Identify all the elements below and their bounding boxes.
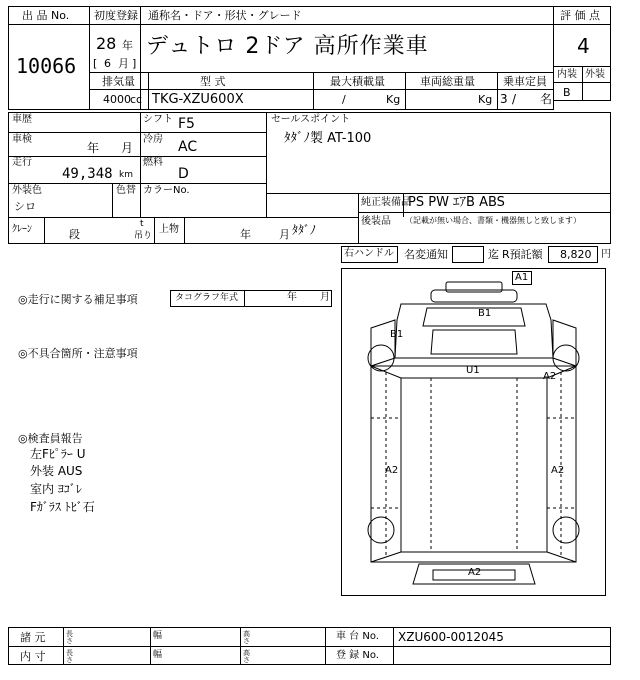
mark-b1-roof: B1: [478, 308, 492, 319]
gross-weight-label: 車両総重量: [420, 75, 475, 88]
mark-u1: U1: [466, 365, 480, 376]
history-label: 車歴: [12, 114, 32, 125]
score-label: 評 価 点: [560, 9, 600, 22]
driving-notes-label: ◎走行に関する補足事項: [18, 293, 138, 306]
chassis-label: 車 台 No.: [336, 631, 379, 642]
footer-height-label-1: 高さ: [243, 630, 250, 645]
gross-weight-unit: Kg: [478, 93, 493, 106]
mark-b1-side: B1: [390, 329, 404, 340]
max-load-sep: /: [342, 93, 346, 106]
sales-point-label: セールスポイント: [271, 114, 351, 125]
fuel-value: D: [178, 166, 189, 182]
registration-label: 登 録 No.: [336, 650, 379, 661]
sales-point-value: ﾀﾀﾞﾉ製 AT-100: [284, 131, 372, 146]
fuel-label: 燃料: [143, 157, 163, 168]
score-value: 4: [577, 34, 590, 58]
upper-month: 月: [279, 228, 290, 241]
truck-diagram: [341, 268, 606, 596]
first-reg-label: 初度登録: [94, 9, 138, 22]
upper-year: 年: [240, 228, 251, 241]
color-value: シロ: [14, 200, 36, 213]
tacho-year: 年: [287, 292, 297, 303]
mark-a2-right: A2: [551, 465, 565, 476]
type-value: TKG-XZU600X: [152, 92, 244, 107]
shift-value: F5: [178, 116, 195, 132]
crane-lift: 吊り: [134, 231, 153, 241]
capacity-label: 乗車定員: [503, 75, 547, 88]
inspector-report-label: ◎検査員報告: [18, 432, 83, 445]
max-load-unit: Kg: [386, 93, 401, 106]
mileage-value: 49,348: [62, 166, 113, 182]
crane-stage: 段: [69, 228, 80, 241]
footer-height-label-2: 高さ: [243, 649, 250, 664]
max-load-label: 最大積載量: [330, 75, 385, 88]
r-tax-label: R預託額: [502, 248, 543, 261]
upper-label: 上物: [159, 224, 179, 235]
first-reg-year-unit: 年: [122, 39, 133, 52]
inspector-line-4: Fｶﾞﾗｽ ﾄﾋﾞ石: [30, 500, 95, 514]
first-reg-month: 6: [104, 57, 111, 70]
mark-a1: A1: [515, 272, 529, 283]
first-reg-month-unit: 月: [118, 57, 129, 70]
first-reg-year: 28: [96, 34, 117, 53]
exterior-label: 外装: [585, 69, 605, 80]
color-no-label: 色替: [116, 185, 136, 196]
capacity-unit: 名: [540, 92, 553, 106]
mark-a2-left: A2: [385, 465, 399, 476]
footer-specs-label: 諸 元: [20, 631, 46, 644]
capacity: 3: [500, 92, 508, 106]
r-tax-unit: 円: [601, 249, 611, 260]
equipment-label: 純正装備品: [361, 197, 411, 208]
aftermarket-label: 後装品: [361, 216, 391, 227]
footer-length-label-2: 長さ: [66, 649, 73, 664]
model-label: 通称名・ドア・形状・グレード: [148, 9, 302, 22]
inspector-line-2: 外装 AUS: [30, 464, 83, 478]
footer-width-label-1: 幅: [153, 631, 163, 641]
color-code-label: カラーNo.: [143, 185, 190, 196]
shift-label: シフト: [143, 114, 173, 125]
model-name: デュトロ 2ドア 高所作業車: [146, 34, 429, 59]
capacity-sep: /: [512, 92, 517, 106]
chassis-no: XZU600-0012045: [398, 630, 504, 644]
interior-label: 内装: [557, 69, 577, 80]
equipment-value: PS PW ｴｱB ABS: [408, 195, 505, 210]
displacement: 4000: [103, 93, 131, 106]
tacho-label: タコグラフ年式: [175, 293, 239, 303]
aftermarket-note: （記載が無い場合、書類・機器無しと致します）: [405, 216, 581, 225]
r-until-label: 迄: [488, 248, 499, 261]
inspection-label: 車検: [12, 134, 32, 145]
r-tax-value: 8,820: [560, 248, 592, 261]
footer-width-label-2: 幅: [153, 650, 163, 660]
footer-length-label-1: 長さ: [66, 630, 73, 645]
inspector-line-1: 左Fﾋﾟﾗｰ U: [30, 447, 86, 461]
inspector-line-3: 室内 ﾖｺﾞﾚ: [30, 482, 82, 496]
inspection-year: 年: [87, 141, 100, 155]
footer-inner-label: 内 寸: [20, 650, 46, 663]
name-change-box: [452, 246, 484, 263]
displacement-label: 排気量: [102, 75, 135, 88]
mileage-unit: km: [119, 170, 133, 180]
upper-maker: ﾀﾀﾞﾉ: [292, 223, 317, 237]
inspection-month: 月: [121, 141, 134, 155]
tacho-month: 月: [320, 292, 330, 303]
displacement-unit: cc: [130, 93, 143, 106]
mark-a2-rear: A2: [468, 567, 482, 578]
mileage-label: 走行: [12, 157, 32, 168]
lot-no-label: 出 品 No.: [22, 9, 70, 22]
mark-a2-right-front: A2: [543, 371, 557, 382]
crane-t: t: [140, 219, 144, 229]
name-change-label: 名変通知: [404, 248, 448, 261]
defects-label: ◎不具合箇所・注意事項: [18, 347, 138, 360]
crane-label: ｸﾚｰﾝ: [12, 224, 32, 235]
rhd-label: 右ハンドル: [344, 248, 394, 259]
ac-value: AC: [178, 139, 198, 155]
ac-label: 冷房: [143, 134, 163, 145]
type-label: 型 式: [200, 75, 226, 88]
lot-no: 10066: [16, 54, 77, 78]
color-label: 外装色: [12, 185, 42, 196]
interior-score: B: [563, 86, 571, 99]
